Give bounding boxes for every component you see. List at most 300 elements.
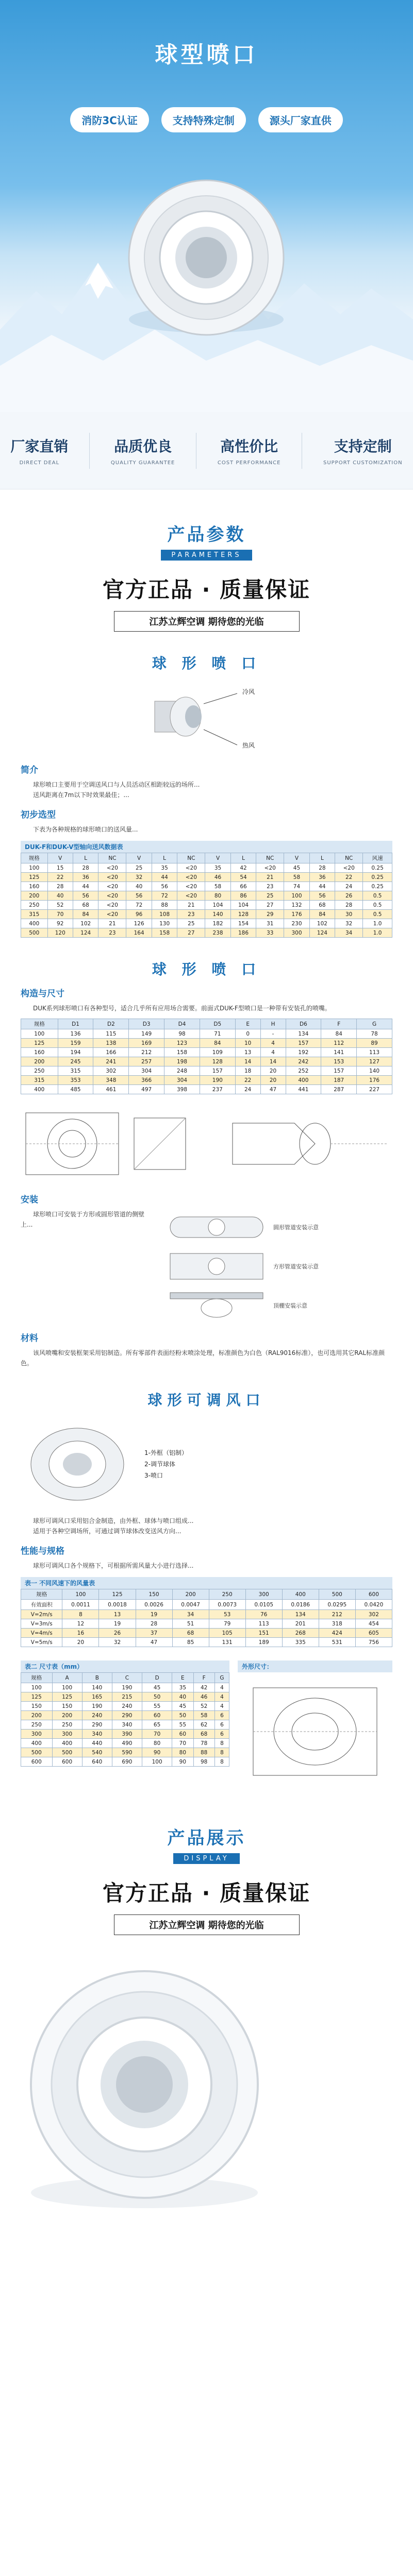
material-paragraph: 该风喷嘴和安装框架采用铝制造。所有零部件表面经粉末喷涂处理，标准颜色为白色（RAL9016标准），也可选用其它RAL标准颜色。 bbox=[21, 1349, 385, 1367]
table-header-cell: 规格 bbox=[21, 1673, 53, 1683]
table-cell: 157 bbox=[200, 1066, 235, 1076]
table-cell: 300 bbox=[21, 1730, 53, 1739]
table-cell: 8 bbox=[62, 1610, 99, 1619]
table-header-row bbox=[21, 853, 392, 863]
table-cell: 40 bbox=[172, 1692, 193, 1702]
table-cell: 26 bbox=[335, 891, 363, 901]
table-cell: 0.0295 bbox=[319, 1600, 355, 1610]
table-row bbox=[21, 1600, 392, 1610]
table-cell: 14 bbox=[260, 1057, 286, 1066]
table-header-cell: L bbox=[230, 853, 256, 863]
table-cell: 71 bbox=[200, 1029, 235, 1039]
legend-item: 2-调节球体 bbox=[144, 1461, 175, 1468]
table-cell: 8 bbox=[214, 1757, 229, 1767]
table-cell: 400 bbox=[21, 1085, 58, 1094]
adjustable-title: 球形可调风口 bbox=[147, 1392, 266, 1409]
table-row bbox=[21, 1702, 229, 1711]
table-cell: 424 bbox=[319, 1629, 355, 1638]
table-cell: 70 bbox=[142, 1730, 172, 1739]
feature-title: 品质优良 bbox=[114, 438, 172, 455]
table-header-cell: A bbox=[52, 1673, 82, 1683]
table-cell: 28 bbox=[47, 882, 73, 891]
feature-title: 厂家直销 bbox=[10, 438, 69, 455]
table-cell: 252 bbox=[286, 1066, 321, 1076]
table-row bbox=[21, 919, 392, 928]
table-cell: 72 bbox=[152, 891, 177, 901]
table-cell: 212 bbox=[319, 1610, 355, 1619]
construction-heading: 构造与尺寸 bbox=[21, 989, 64, 999]
table-cell: 89 bbox=[357, 1039, 392, 1048]
installation-figures bbox=[165, 1209, 392, 1324]
table-cell: 53 bbox=[209, 1610, 245, 1619]
table-cell: 60 bbox=[172, 1730, 193, 1739]
table-cell: 151 bbox=[245, 1629, 282, 1638]
table-cell: 54 bbox=[230, 873, 256, 882]
table-cell: 113 bbox=[245, 1619, 282, 1629]
table-cell: 165 bbox=[82, 1692, 112, 1702]
section-title: 产品参数 bbox=[167, 524, 246, 545]
table-row bbox=[21, 1683, 229, 1692]
hero-title: 球型喷口 bbox=[155, 42, 258, 68]
table-cell: 200 bbox=[21, 1057, 58, 1066]
table-cell: 19 bbox=[99, 1619, 136, 1629]
table-cell: 24 bbox=[235, 1085, 260, 1094]
table-cell: 96 bbox=[126, 910, 152, 919]
airflow-table bbox=[21, 1589, 392, 1647]
table-cell: 86 bbox=[230, 891, 256, 901]
table-cell: 42 bbox=[193, 1683, 214, 1692]
table-cell: 0.5 bbox=[363, 891, 392, 901]
table-cell: 241 bbox=[93, 1057, 129, 1066]
table-cell: 318 bbox=[319, 1619, 355, 1629]
table-cell: 531 bbox=[319, 1638, 355, 1647]
table-cell: 390 bbox=[112, 1730, 142, 1739]
table-cell: 640 bbox=[82, 1757, 112, 1767]
table-header-cell: V bbox=[47, 853, 73, 863]
table-cell: 132 bbox=[284, 901, 309, 910]
table-cell: 25 bbox=[256, 891, 284, 901]
table-cell: 12 bbox=[62, 1619, 99, 1629]
table-cell: <20 bbox=[177, 873, 205, 882]
table-header-cell: C bbox=[112, 1673, 142, 1683]
table-cell: 44 bbox=[309, 882, 335, 891]
table-row bbox=[21, 1039, 392, 1048]
table-cell: 128 bbox=[200, 1057, 235, 1066]
table-cell: 250 bbox=[21, 1066, 58, 1076]
table-cell: 134 bbox=[286, 1029, 321, 1039]
table-cell: 440 bbox=[82, 1739, 112, 1748]
table-cell: 0.0073 bbox=[209, 1600, 245, 1610]
hero-tag-customization: 支持特殊定制 bbox=[161, 107, 246, 132]
table-cell: 400 bbox=[286, 1076, 321, 1085]
table-cell: 153 bbox=[321, 1057, 357, 1066]
table-header-row bbox=[21, 1589, 392, 1600]
table-cell: 23 bbox=[177, 910, 205, 919]
table-cell: 250 bbox=[21, 901, 48, 910]
table-cell: 34 bbox=[335, 928, 363, 938]
airflow-table-title: 表一 不同风速下的风量表 bbox=[21, 1577, 392, 1589]
feature-title: 支持定制 bbox=[334, 438, 392, 455]
table-cell: 13 bbox=[235, 1048, 260, 1057]
table-cell: 500 bbox=[21, 1748, 53, 1757]
table-cell: 290 bbox=[112, 1711, 142, 1720]
table-cell: 125 bbox=[21, 1692, 53, 1702]
table-cell: 0.0186 bbox=[282, 1600, 319, 1610]
table-cell: 68 bbox=[193, 1730, 214, 1739]
table-cell: 79 bbox=[209, 1619, 245, 1629]
table-cell: 55 bbox=[172, 1720, 193, 1730]
table-cell: 340 bbox=[82, 1730, 112, 1739]
table-cell: 55 bbox=[142, 1702, 172, 1711]
table-cell: 19 bbox=[136, 1610, 172, 1619]
table-cell: 84 bbox=[309, 910, 335, 919]
table-cell: 0.0047 bbox=[172, 1600, 209, 1610]
table-header-cell: D bbox=[142, 1673, 172, 1683]
table-header-cell: B bbox=[82, 1673, 112, 1683]
table-cell: 37 bbox=[136, 1629, 172, 1638]
table-cell: 176 bbox=[357, 1076, 392, 1085]
table-cell: 47 bbox=[260, 1085, 286, 1094]
table-row bbox=[21, 882, 392, 891]
table-cell: 149 bbox=[129, 1029, 164, 1039]
table-cell: 123 bbox=[164, 1039, 200, 1048]
table-cell: 58 bbox=[284, 873, 309, 882]
table-cell: 22 bbox=[47, 873, 73, 882]
table-cell: 0.0018 bbox=[99, 1600, 136, 1610]
legend-item: 1-外框（铝制） bbox=[144, 1449, 188, 1456]
table-cell: 58 bbox=[205, 882, 230, 891]
table-cell: 56 bbox=[73, 891, 98, 901]
table-row bbox=[21, 1748, 229, 1757]
table-cell: 335 bbox=[282, 1638, 319, 1647]
table-cell: 70 bbox=[172, 1739, 193, 1748]
table-cell: 125 bbox=[52, 1692, 82, 1702]
table-cell: 590 bbox=[112, 1748, 142, 1757]
performance-heading: 性能与规格 bbox=[21, 1546, 64, 1556]
axial-airflow-table bbox=[21, 853, 392, 938]
table-header-cell: L bbox=[152, 853, 177, 863]
table-cell: 105 bbox=[209, 1629, 245, 1638]
table-cell: 245 bbox=[58, 1057, 93, 1066]
label-hot-air: 热风 bbox=[242, 742, 255, 749]
table-cell: 52 bbox=[47, 901, 73, 910]
table-cell: 128 bbox=[230, 910, 256, 919]
section-title: 产品展示 bbox=[167, 1828, 246, 1849]
table-header-cell: D4 bbox=[164, 1019, 200, 1029]
dimensions-table bbox=[21, 1019, 392, 1094]
table-cell: 190 bbox=[112, 1683, 142, 1692]
table-row bbox=[21, 1057, 392, 1066]
table-cell: 22 bbox=[235, 1076, 260, 1085]
table-cell: 238 bbox=[205, 928, 230, 938]
table-cell: 31 bbox=[256, 919, 284, 928]
table-cell: 756 bbox=[355, 1638, 392, 1647]
table-cell: 130 bbox=[152, 919, 177, 928]
table-row bbox=[21, 910, 392, 919]
table-cell: 45 bbox=[284, 863, 309, 873]
table-cell: 124 bbox=[73, 928, 98, 938]
table-cell: 100 bbox=[21, 863, 48, 873]
slogan: 官方正品 · 质量保证 bbox=[102, 1880, 311, 1906]
table-cell: 134 bbox=[282, 1610, 319, 1619]
table-cell: 50 bbox=[172, 1711, 193, 1720]
table-cell: 104 bbox=[230, 901, 256, 910]
table-cell: 287 bbox=[321, 1085, 357, 1094]
hero-tag-certification: 消防3C认证 bbox=[70, 107, 149, 132]
table-cell: 56 bbox=[152, 882, 177, 891]
table-row bbox=[21, 901, 392, 910]
table-cell: 315 bbox=[21, 1076, 58, 1085]
table-cell: 158 bbox=[152, 928, 177, 938]
table-header-cell: NC bbox=[335, 853, 363, 863]
adjustable-vent-drawing bbox=[21, 1418, 134, 1511]
table-header-cell: V bbox=[205, 853, 230, 863]
table-row bbox=[21, 1638, 392, 1647]
table-cell: 169 bbox=[129, 1039, 164, 1048]
table-cell: 8 bbox=[214, 1739, 229, 1748]
table-cell: 400 bbox=[21, 919, 48, 928]
table-cell: 248 bbox=[164, 1066, 200, 1076]
table-cell: 268 bbox=[282, 1629, 319, 1638]
table-cell: 186 bbox=[230, 928, 256, 938]
legend-item: 3-喷口 bbox=[144, 1472, 163, 1479]
table-header-cell: D6 bbox=[286, 1019, 321, 1029]
table-cell: <20 bbox=[98, 882, 126, 891]
table-cell: 14 bbox=[235, 1057, 260, 1066]
table-header-cell: D3 bbox=[129, 1019, 164, 1029]
round-duct-icon bbox=[165, 1209, 268, 1245]
table-cell: 227 bbox=[357, 1085, 392, 1094]
table-header-cell: 规格 bbox=[21, 1589, 62, 1600]
table-cell: 240 bbox=[82, 1711, 112, 1720]
table-cell: 4 bbox=[214, 1692, 229, 1702]
table-cell: V=2m/s bbox=[21, 1610, 62, 1619]
install-fig-row bbox=[165, 1209, 392, 1245]
table-row bbox=[21, 1692, 229, 1702]
table-header-cell: 风速 bbox=[363, 853, 392, 863]
table-cell: 300 bbox=[284, 928, 309, 938]
sub-slogan: 江苏立辉空调 期待您的光临 bbox=[114, 1914, 300, 1935]
table-cell: 605 bbox=[355, 1629, 392, 1638]
table-cell: 141 bbox=[321, 1048, 357, 1057]
params-header bbox=[0, 520, 413, 561]
table-cell: 112 bbox=[321, 1039, 357, 1048]
table-cell: 100 bbox=[142, 1757, 172, 1767]
table-row bbox=[21, 873, 392, 882]
hero-tags bbox=[0, 107, 413, 132]
table-cell: 100 bbox=[21, 1029, 58, 1039]
table-cell: 27 bbox=[177, 928, 205, 938]
table-header-cell: D5 bbox=[200, 1019, 235, 1029]
table-header-cell: 100 bbox=[62, 1589, 99, 1600]
table-cell: 485 bbox=[58, 1085, 93, 1094]
nozzle-side-drawing bbox=[222, 1103, 392, 1185]
table-cell: 98 bbox=[193, 1757, 214, 1767]
table-cell: 200 bbox=[52, 1711, 82, 1720]
table-cell: 500 bbox=[21, 928, 48, 938]
table-cell: 1.0 bbox=[363, 919, 392, 928]
table-cell: 8 bbox=[214, 1748, 229, 1757]
table-cell: 190 bbox=[82, 1702, 112, 1711]
table-cell: 74 bbox=[284, 882, 309, 891]
table-cell: 0.25 bbox=[363, 873, 392, 882]
feature-customization bbox=[323, 435, 403, 466]
selection-heading: 初步选型 bbox=[21, 810, 56, 820]
table-row bbox=[21, 1730, 229, 1739]
table-cell: 35 bbox=[205, 863, 230, 873]
sub-slogan: 江苏立辉空调 期待您的光临 bbox=[114, 611, 300, 632]
slogan: 官方正品 · 质量保证 bbox=[102, 577, 311, 602]
table-cell: 20 bbox=[62, 1638, 99, 1647]
table-header-cell: 300 bbox=[245, 1589, 282, 1600]
table-header-cell: F bbox=[193, 1673, 214, 1683]
ceiling-mount-icon bbox=[165, 1287, 268, 1324]
table-cell: 30 bbox=[335, 910, 363, 919]
table-cell: 164 bbox=[126, 928, 152, 938]
table-row bbox=[21, 1066, 392, 1076]
table-header-cell: NC bbox=[98, 853, 126, 863]
table-cell: 400 bbox=[52, 1739, 82, 1748]
table-cell: 250 bbox=[21, 1720, 53, 1730]
table-cell: 34 bbox=[172, 1610, 209, 1619]
table-header-cell: 400 bbox=[282, 1589, 319, 1600]
table-cell: 190 bbox=[200, 1076, 235, 1085]
table-header-cell: 500 bbox=[319, 1589, 355, 1600]
table-cell: 127 bbox=[357, 1057, 392, 1066]
table-cell: 46 bbox=[193, 1692, 214, 1702]
sphere-title: 球 形 喷 口 bbox=[152, 655, 261, 672]
table-cell: 150 bbox=[21, 1702, 53, 1711]
table-cell: 13 bbox=[99, 1610, 136, 1619]
intro-paragraph: 球形喷口主要用于空调送风口与人员活动区相距较远的场所... bbox=[33, 781, 200, 788]
table-cell: 157 bbox=[286, 1039, 321, 1048]
table-cell: 290 bbox=[82, 1720, 112, 1730]
table-cell: 690 bbox=[112, 1757, 142, 1767]
sphere-title-2: 球 形 喷 口 bbox=[152, 961, 261, 978]
table-cell: 50 bbox=[142, 1692, 172, 1702]
table-cell: 0.0026 bbox=[136, 1600, 172, 1610]
table-cell: 212 bbox=[129, 1048, 164, 1057]
table-cell: 24 bbox=[335, 882, 363, 891]
table-cell: 198 bbox=[164, 1057, 200, 1066]
table-row bbox=[21, 863, 392, 873]
dimension-table-block bbox=[21, 1654, 229, 1793]
selection-paragraph: 下表为各种规格的球形喷口的送风量... bbox=[33, 826, 138, 833]
table-cell: 47 bbox=[136, 1638, 172, 1647]
table-cell: 40 bbox=[126, 882, 152, 891]
label-cold-air: 冷风 bbox=[242, 688, 255, 696]
outline-drawing bbox=[238, 1672, 392, 1791]
table-cell: 124 bbox=[309, 928, 335, 938]
table-cell: 4 bbox=[260, 1039, 286, 1048]
table-cell: 25 bbox=[126, 863, 152, 873]
adjustable-figure bbox=[21, 1418, 392, 1511]
table-header-cell: 125 bbox=[99, 1589, 136, 1600]
table-cell: 32 bbox=[99, 1638, 136, 1647]
hero-banner bbox=[0, 0, 413, 412]
table-header-row bbox=[21, 1019, 392, 1029]
construction-figures bbox=[21, 1103, 392, 1185]
table-cell: 108 bbox=[152, 910, 177, 919]
table-cell: 240 bbox=[112, 1702, 142, 1711]
table-cell: 194 bbox=[58, 1048, 93, 1057]
table-cell: 32 bbox=[335, 919, 363, 928]
table-cell: 102 bbox=[73, 919, 98, 928]
table-cell: 200 bbox=[21, 1711, 53, 1720]
table-cell: 304 bbox=[164, 1076, 200, 1085]
table-cell: 100 bbox=[21, 1683, 53, 1692]
table-header-cell: NC bbox=[256, 853, 284, 863]
table-cell: 104 bbox=[205, 901, 230, 910]
feature-cost bbox=[218, 435, 281, 466]
table-cell: 136 bbox=[58, 1029, 93, 1039]
outline-title: 外形尺寸： bbox=[238, 1660, 392, 1672]
section-subtitle: DISPLAY bbox=[173, 1853, 239, 1864]
table-cell: 16 bbox=[62, 1629, 99, 1638]
table-cell: 182 bbox=[205, 919, 230, 928]
feature-quality bbox=[111, 435, 175, 466]
table-cell: 215 bbox=[112, 1692, 142, 1702]
table-cell: 159 bbox=[58, 1039, 93, 1048]
table-cell: 441 bbox=[286, 1085, 321, 1094]
table-row bbox=[21, 1739, 229, 1748]
table-cell: 237 bbox=[200, 1085, 235, 1094]
installation-block bbox=[21, 1209, 392, 1324]
table-header-cell: 150 bbox=[136, 1589, 172, 1600]
table-cell: 140 bbox=[205, 910, 230, 919]
table-cell: 454 bbox=[355, 1619, 392, 1629]
divider bbox=[89, 433, 90, 469]
table-cell: 80 bbox=[205, 891, 230, 901]
table-cell: 4 bbox=[260, 1048, 286, 1057]
table-cell: 398 bbox=[164, 1085, 200, 1094]
table-cell: 33 bbox=[256, 928, 284, 938]
table-cell: 98 bbox=[164, 1029, 200, 1039]
table-cell: 40 bbox=[47, 891, 73, 901]
table-row bbox=[21, 1048, 392, 1057]
table-cell: 166 bbox=[93, 1048, 129, 1057]
table-cell: 304 bbox=[129, 1066, 164, 1076]
data-table-title: DUK-F和DUK-V型轴向送风数据表 bbox=[21, 841, 392, 853]
params-section bbox=[0, 489, 413, 938]
table-cell: 600 bbox=[21, 1757, 53, 1767]
dimension-block bbox=[21, 1654, 392, 1793]
table-cell: 15 bbox=[47, 863, 73, 873]
adjustable-paragraph: 球形可调风口采用铝合金制造，由外框、球体与喷口组成... bbox=[33, 1517, 194, 1524]
intro-paragraph-2: 送风距离在7m以下时效果最佳；... bbox=[33, 791, 129, 799]
table-cell: 250 bbox=[52, 1720, 82, 1730]
table-cell: 102 bbox=[309, 919, 335, 928]
table-cell: 92 bbox=[47, 919, 73, 928]
table-cell: 32 bbox=[126, 873, 152, 882]
table-cell: 58 bbox=[193, 1711, 214, 1720]
table-header-cell: 规格 bbox=[21, 1019, 58, 1029]
feature-subtitle: DIRECT DEAL bbox=[19, 460, 60, 466]
sphere-figure bbox=[0, 678, 413, 755]
table-cell: 80 bbox=[142, 1739, 172, 1748]
install-fig-row bbox=[165, 1287, 392, 1324]
table-cell: <20 bbox=[256, 863, 284, 873]
table-cell: 315 bbox=[21, 910, 48, 919]
table-cell: <20 bbox=[177, 863, 205, 873]
feature-bar bbox=[0, 412, 413, 489]
table-cell: 84 bbox=[321, 1029, 357, 1039]
table-header-cell: D1 bbox=[58, 1019, 93, 1029]
table-cell: 6 bbox=[214, 1711, 229, 1720]
table-cell: <20 bbox=[98, 901, 126, 910]
table-cell: 72 bbox=[126, 901, 152, 910]
table-cell: 0.5 bbox=[363, 910, 392, 919]
